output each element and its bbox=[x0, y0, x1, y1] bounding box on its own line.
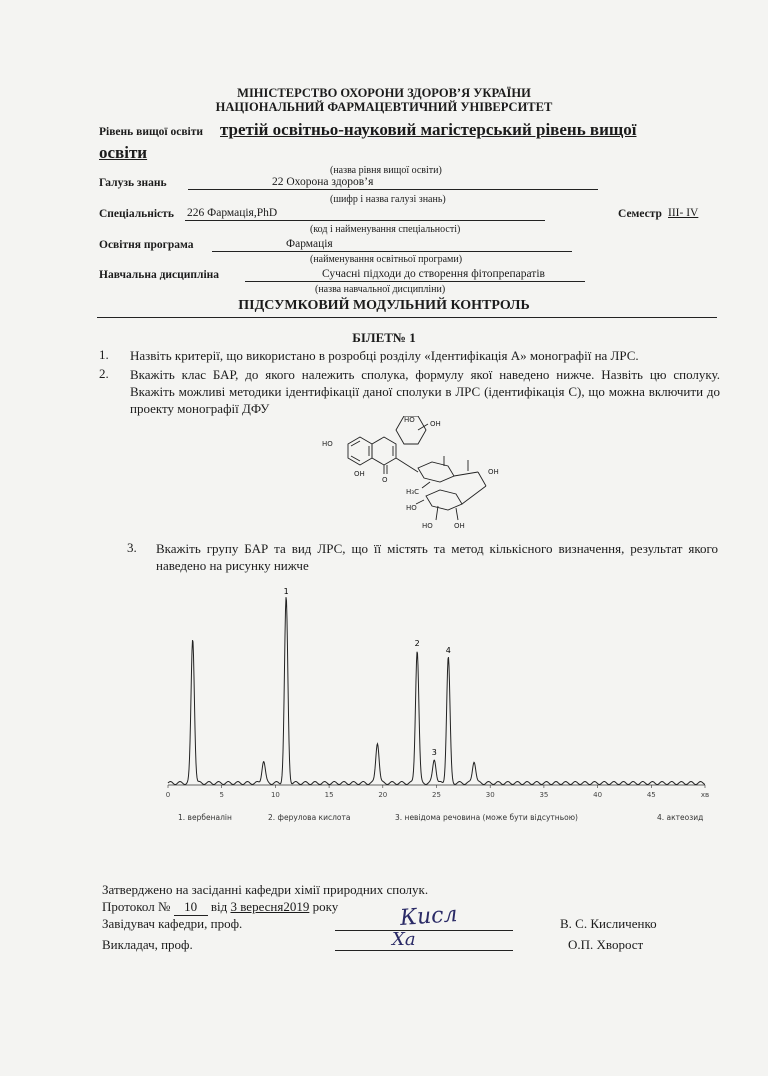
label-ho-d: HO bbox=[422, 522, 433, 530]
program-underline bbox=[212, 251, 572, 252]
peak-label: 2 bbox=[414, 638, 420, 648]
program-value: Фармація bbox=[286, 238, 333, 250]
x-tick-label: 25 bbox=[432, 791, 441, 799]
label-oh-top: OH bbox=[430, 420, 441, 428]
sugar-1 bbox=[418, 462, 454, 482]
teacher-name: О.П. Хворост bbox=[568, 937, 644, 952]
label-ho-a: HO bbox=[322, 440, 333, 448]
program-label: Освітня програма bbox=[99, 239, 194, 251]
teacher-signature: Ха bbox=[392, 929, 416, 950]
level-label: Рівень вищої освіти bbox=[99, 126, 204, 138]
level-hint: (назва рівня вищої освіти) bbox=[330, 165, 442, 176]
peak-label: 1 bbox=[283, 587, 289, 596]
protocol-line bbox=[102, 899, 338, 916]
question-3-text: Вкажіть групу БАР та вид ЛРС, що її містять та метод кількісного визначення, результат якого наведено на рисунку нижче bbox=[156, 541, 718, 573]
title-rule bbox=[97, 317, 717, 318]
label-ho-b: HO bbox=[404, 416, 415, 424]
x-tick-label: 20 bbox=[378, 791, 388, 799]
branch-underline bbox=[188, 189, 598, 190]
label-o-carbonyl: O bbox=[382, 476, 388, 484]
x-tick-label: 5 bbox=[219, 791, 224, 799]
control-title: ПІДСУМКОВИЙ МОДУЛЬНИЙ КОНТРОЛЬ bbox=[238, 298, 530, 313]
level-value-line2: освіти bbox=[99, 143, 148, 162]
specialty-value: 226 Фармація,PhD bbox=[187, 207, 278, 219]
protocol-number: 10 bbox=[174, 899, 208, 916]
x-tick-label: хв bbox=[700, 791, 710, 799]
x-tick-label: 45 bbox=[646, 791, 656, 799]
protocol-year: року bbox=[312, 899, 339, 914]
question-2-number: 2. bbox=[99, 366, 109, 381]
program-hint: (найменування освітньої програми) bbox=[310, 254, 463, 265]
label-oh-bottom: OH bbox=[354, 470, 365, 478]
protocol-date: 3 вересня2019 bbox=[230, 899, 310, 914]
discipline-hint: (назва навчальної дисципліни) bbox=[315, 284, 446, 295]
legend-item: 2. ферулова кислота bbox=[268, 813, 351, 822]
ministry-title: МІНІСТЕРСТВО ОХОРОНИ ЗДОРОВ’Я УКРАЇНИ bbox=[237, 86, 531, 100]
specialty-underline bbox=[185, 220, 545, 221]
x-tick-label: 40 bbox=[593, 791, 603, 799]
label-oh-f: OH bbox=[488, 468, 499, 476]
branch-value: 22 Охорона здоров’я bbox=[272, 176, 374, 188]
discipline-label: Навчальна дисципліна bbox=[99, 269, 220, 281]
question-2-text: Вкажіть клас БАР, до якого належить сполука, формулу якої наведено нижче. Назвіть цю сполуку. Вкажіть можливі методики ідентифікації даної сполуки в ЛРС (ідентифікація С), що можна включити до проекту монографії ДФУ bbox=[130, 367, 720, 416]
question-3-number: 3. bbox=[127, 540, 137, 555]
x-tick-label: 0 bbox=[165, 791, 171, 799]
semester-value: III- IV bbox=[668, 207, 699, 219]
approval-text: Затверджено на засіданні кафедри хімії природних сполук. bbox=[102, 882, 429, 897]
chromatogram bbox=[150, 578, 720, 828]
label-ho-c: HO bbox=[406, 504, 417, 512]
level-value-line1: третій освітньо-науковий магістерський рівень вищої bbox=[220, 120, 637, 139]
ticket-title: БІЛЕТ№ 1 bbox=[352, 330, 416, 345]
semester-label: Семестр bbox=[618, 208, 662, 220]
x-tick-label: 35 bbox=[539, 791, 549, 799]
ring-c bbox=[372, 437, 396, 465]
discipline-value: Сучасні підходи до створення фітопрепаратів bbox=[322, 268, 545, 280]
peak-label: 3 bbox=[431, 747, 437, 757]
specialty-label: Спеціальність bbox=[99, 208, 174, 220]
protocol-from: від bbox=[210, 899, 228, 914]
x-tick-label: 30 bbox=[485, 791, 495, 799]
protocol-label: Протокол № bbox=[102, 899, 171, 914]
chemical-structure bbox=[318, 416, 508, 534]
head-label: Завідувач кафедри, проф. bbox=[102, 916, 243, 931]
legend-item: 3. невідома речовина (може бути відсутньою) bbox=[395, 813, 578, 822]
specialty-hint: (код і найменування спеціальності) bbox=[310, 224, 461, 235]
question-1-number: 1. bbox=[99, 347, 109, 362]
discipline-underline bbox=[245, 281, 585, 282]
branch-label: Галузь знань bbox=[99, 177, 167, 189]
peak-label: 4 bbox=[445, 646, 451, 656]
label-h3c: H₃C bbox=[406, 488, 419, 496]
legend-item: 4. актеозид bbox=[657, 813, 704, 822]
head-signature-line bbox=[335, 930, 513, 931]
x-tick-label: 10 bbox=[270, 791, 280, 799]
x-tick-label: 15 bbox=[324, 791, 334, 799]
label-oh-e: OH bbox=[454, 522, 465, 530]
sugar-2 bbox=[426, 490, 462, 510]
legend-item: 1. вербеналін bbox=[178, 813, 232, 822]
university-title: НАЦІОНАЛЬНИЙ ФАРМАЦЕВТИЧНИЙ УНІВЕРСИТЕТ bbox=[215, 100, 553, 114]
question-1-text: Назвіть критерії, що використано в розробці розділу «Ідентифікація А» монографії на ЛРС. bbox=[130, 348, 639, 363]
head-name: В. С. Кисличенко bbox=[560, 916, 657, 931]
branch-hint: (шифр і назва галузі знань) bbox=[330, 194, 446, 205]
teacher-label: Викладач, проф. bbox=[102, 937, 193, 952]
head-signature: Кисл bbox=[399, 902, 459, 931]
teacher-signature-line bbox=[335, 950, 513, 951]
